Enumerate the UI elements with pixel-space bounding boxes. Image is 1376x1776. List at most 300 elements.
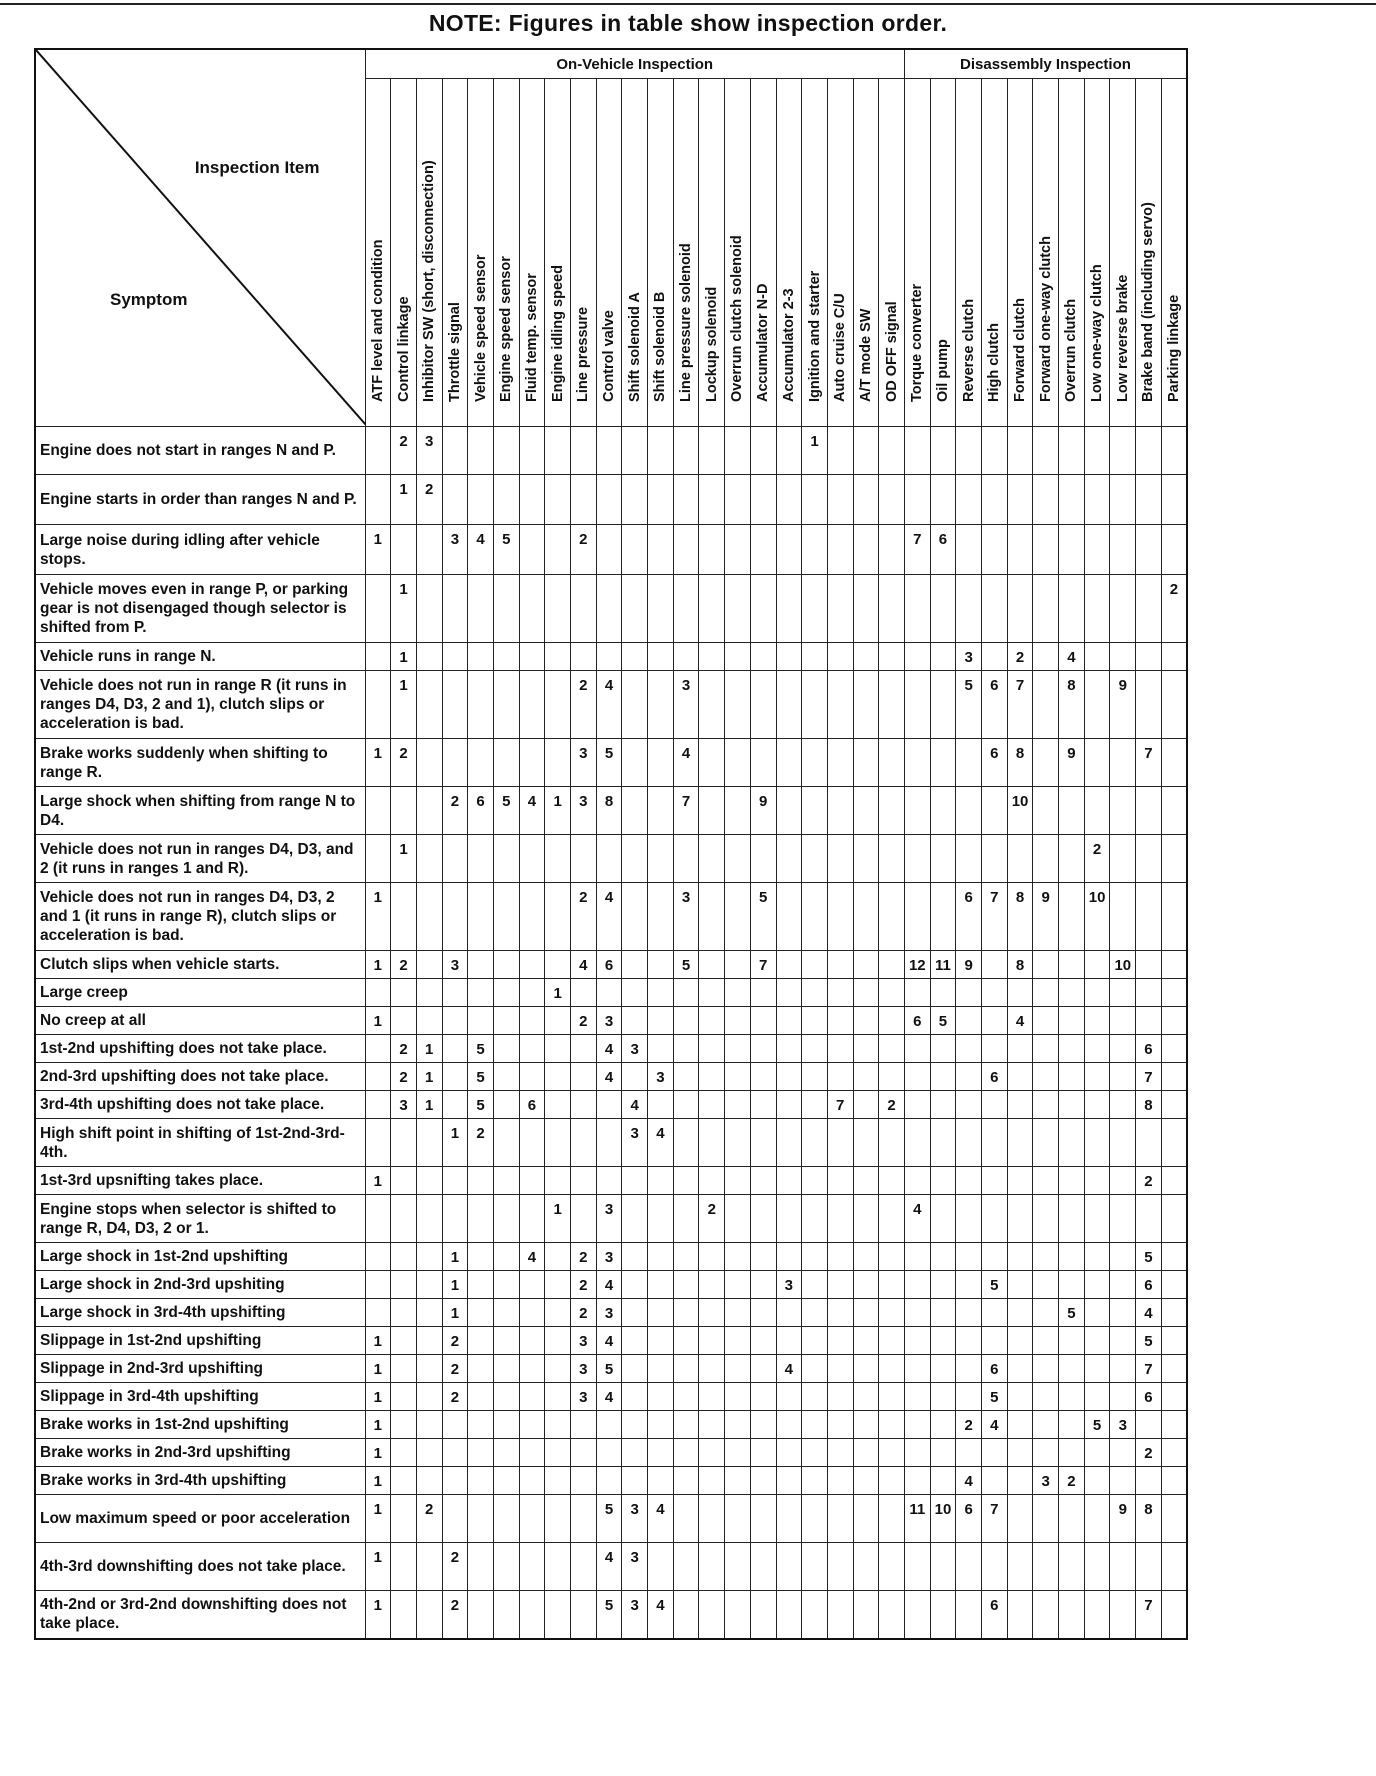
order-cell: 2 (442, 787, 468, 835)
order-cell (1084, 1007, 1110, 1035)
order-cell (648, 1007, 674, 1035)
order-cell (956, 1591, 982, 1639)
order-cell (1136, 787, 1162, 835)
order-cell (904, 979, 930, 1007)
order-cell (648, 835, 674, 883)
order-cell (545, 1411, 571, 1439)
order-cell (545, 1091, 571, 1119)
order-cell (545, 951, 571, 979)
order-cell (904, 1327, 930, 1355)
column-header-label: Fluid temp. sensor (523, 273, 540, 402)
order-cell: 5 (750, 883, 776, 951)
order-cell (1033, 1411, 1059, 1439)
order-cell (468, 835, 494, 883)
order-cell (519, 1327, 545, 1355)
order-cell (493, 643, 519, 671)
order-cell (596, 1167, 622, 1195)
order-cell (853, 475, 879, 525)
order-cell (596, 1119, 622, 1167)
order-cell (699, 835, 725, 883)
order-cell (802, 1243, 828, 1271)
table-row (35, 1035, 1187, 1063)
order-cell (725, 1167, 751, 1195)
order-cell: 3 (776, 1271, 802, 1299)
order-cell (776, 883, 802, 951)
order-cell (699, 951, 725, 979)
order-cell (750, 1439, 776, 1467)
order-cell (648, 787, 674, 835)
order-cell (776, 1327, 802, 1355)
order-cell (673, 1495, 699, 1543)
order-cell (930, 1411, 956, 1439)
order-cell: 2 (571, 525, 597, 575)
column-header-label: OD OFF signal (883, 301, 900, 402)
order-cell (725, 1495, 751, 1543)
order-cell (750, 1495, 776, 1543)
order-cell (1084, 475, 1110, 525)
order-cell (750, 1543, 776, 1591)
order-cell (827, 1063, 853, 1091)
order-cell: 4 (622, 1091, 648, 1119)
order-cell (1136, 525, 1162, 575)
column-header-label: High clutch (986, 323, 1003, 402)
order-cell (930, 1195, 956, 1243)
order-cell (1007, 1035, 1033, 1063)
column-header-label: Inhibitor SW (short, disconnection) (421, 160, 438, 402)
order-cell (699, 1543, 725, 1591)
table-row (35, 883, 1187, 951)
order-cell (827, 883, 853, 951)
order-cell (853, 1091, 879, 1119)
order-cell (853, 643, 879, 671)
order-cell (571, 1543, 597, 1591)
order-cell (930, 1299, 956, 1327)
order-cell (519, 1591, 545, 1639)
order-cell (879, 739, 905, 787)
order-cell (442, 427, 468, 475)
order-cell (468, 1591, 494, 1639)
order-cell (596, 643, 622, 671)
order-cell: 4 (519, 1243, 545, 1271)
order-cell: 6 (930, 525, 956, 575)
order-cell (904, 787, 930, 835)
order-cell (571, 1091, 597, 1119)
order-cell: 2 (391, 427, 417, 475)
order-cell (750, 1195, 776, 1243)
order-cell (648, 671, 674, 739)
order-cell (750, 739, 776, 787)
order-cell: 8 (596, 787, 622, 835)
order-cell (853, 835, 879, 883)
order-cell: 2 (1161, 575, 1187, 643)
order-cell (442, 1495, 468, 1543)
order-cell: 7 (982, 1495, 1008, 1543)
order-cell (699, 1091, 725, 1119)
order-cell: 2 (956, 1411, 982, 1439)
order-cell (1059, 883, 1085, 951)
order-cell (930, 1035, 956, 1063)
order-cell: 2 (571, 1271, 597, 1299)
order-cell (1059, 1063, 1085, 1091)
order-cell (930, 1167, 956, 1195)
order-cell (956, 1383, 982, 1411)
order-cell (982, 643, 1008, 671)
order-cell (416, 643, 442, 671)
order-cell (468, 1543, 494, 1591)
order-cell (571, 979, 597, 1007)
order-cell (776, 1035, 802, 1063)
order-cell: 7 (904, 525, 930, 575)
order-cell (879, 1467, 905, 1495)
column-header-label: Auto cruise C/U (832, 293, 849, 402)
order-cell (699, 979, 725, 1007)
symptom-cell: No creep at all (35, 1007, 365, 1035)
order-cell (493, 1495, 519, 1543)
order-cell: 7 (1136, 1063, 1162, 1091)
order-cell (827, 1439, 853, 1467)
column-header (1161, 79, 1187, 427)
order-cell (956, 739, 982, 787)
order-cell (1084, 1167, 1110, 1195)
order-cell (1110, 1439, 1136, 1467)
order-cell: 6 (956, 1495, 982, 1543)
order-cell (879, 525, 905, 575)
order-cell (622, 475, 648, 525)
order-cell (571, 1467, 597, 1495)
column-header (416, 79, 442, 427)
order-cell (879, 1167, 905, 1195)
order-cell (622, 575, 648, 643)
order-cell (391, 1195, 417, 1243)
order-cell (1059, 1327, 1085, 1355)
table-row (35, 979, 1187, 1007)
order-cell (365, 1243, 391, 1271)
order-cell (930, 1243, 956, 1271)
order-cell (853, 575, 879, 643)
order-cell: 7 (750, 951, 776, 979)
order-cell (596, 1467, 622, 1495)
order-cell (673, 1355, 699, 1383)
order-cell: 5 (596, 739, 622, 787)
order-cell (1136, 1195, 1162, 1243)
order-cell (1084, 1355, 1110, 1383)
order-cell (1059, 1007, 1085, 1035)
order-cell (622, 1327, 648, 1355)
order-cell (493, 427, 519, 475)
order-cell (904, 1383, 930, 1411)
order-cell (545, 883, 571, 951)
order-cell (776, 1167, 802, 1195)
group-disassembly-inspection: Disassembly Inspection (904, 49, 1187, 79)
order-cell (982, 1439, 1008, 1467)
column-header (391, 79, 417, 427)
order-cell (776, 1591, 802, 1639)
order-cell: 3 (1110, 1411, 1136, 1439)
order-cell (673, 1007, 699, 1035)
column-header-label: Accumulator 2-3 (780, 288, 797, 402)
order-cell: 10 (930, 1495, 956, 1543)
order-cell (802, 835, 828, 883)
order-cell (1110, 1119, 1136, 1167)
order-cell (365, 671, 391, 739)
order-cell (1033, 979, 1059, 1007)
order-cell (930, 1355, 956, 1383)
order-cell: 2 (1007, 643, 1033, 671)
order-cell (853, 979, 879, 1007)
order-cell (776, 643, 802, 671)
order-cell (519, 1411, 545, 1439)
table-row (35, 427, 1187, 475)
order-cell (648, 739, 674, 787)
column-header (725, 79, 751, 427)
column-header (468, 79, 494, 427)
order-cell: 5 (468, 1063, 494, 1091)
order-cell (1136, 1411, 1162, 1439)
table-row (35, 671, 1187, 739)
order-cell (879, 1243, 905, 1271)
order-cell: 9 (1110, 671, 1136, 739)
order-cell (904, 883, 930, 951)
order-cell (648, 1167, 674, 1195)
order-cell (1033, 739, 1059, 787)
order-cell (930, 1327, 956, 1355)
order-cell (493, 1091, 519, 1119)
table-row (35, 787, 1187, 835)
column-header (493, 79, 519, 427)
order-cell (1059, 1355, 1085, 1383)
order-cell (648, 1411, 674, 1439)
order-cell (930, 1119, 956, 1167)
order-cell: 1 (365, 1383, 391, 1411)
order-cell (365, 1035, 391, 1063)
order-cell (622, 1195, 648, 1243)
order-cell (1161, 1355, 1187, 1383)
order-cell (776, 525, 802, 575)
order-cell (776, 1243, 802, 1271)
order-cell (648, 1243, 674, 1271)
order-cell (879, 1119, 905, 1167)
order-cell (982, 951, 1008, 979)
order-cell (519, 1195, 545, 1243)
order-cell: 1 (442, 1119, 468, 1167)
order-cell (493, 1063, 519, 1091)
order-cell (1161, 1439, 1187, 1467)
order-cell (648, 475, 674, 525)
order-cell (519, 1495, 545, 1543)
order-cell (416, 979, 442, 1007)
order-cell (673, 1271, 699, 1299)
order-cell (648, 951, 674, 979)
order-cell (622, 1355, 648, 1383)
order-cell (725, 1091, 751, 1119)
symptom-cell: Engine stops when selector is shifted to range R, D4, D3, 2 or 1. (35, 1195, 365, 1243)
order-cell: 1 (365, 1467, 391, 1495)
order-cell (519, 1167, 545, 1195)
order-cell (802, 1007, 828, 1035)
order-cell (1136, 1467, 1162, 1495)
order-cell (493, 1327, 519, 1355)
order-cell (853, 1119, 879, 1167)
order-cell (545, 1167, 571, 1195)
symptom-cell: Clutch slips when vehicle starts. (35, 951, 365, 979)
table-row (35, 1243, 1187, 1271)
order-cell: 1 (545, 787, 571, 835)
order-cell (673, 1091, 699, 1119)
order-cell (904, 643, 930, 671)
order-cell: 4 (776, 1355, 802, 1383)
order-cell (1007, 1439, 1033, 1467)
order-cell (1007, 1063, 1033, 1091)
order-cell: 9 (956, 951, 982, 979)
order-cell (802, 739, 828, 787)
order-cell (1059, 1119, 1085, 1167)
table-row (35, 1007, 1187, 1035)
order-cell (1007, 1119, 1033, 1167)
order-cell (1084, 525, 1110, 575)
order-cell (1084, 1495, 1110, 1543)
order-cell (391, 979, 417, 1007)
order-cell (622, 1271, 648, 1299)
order-cell (1033, 1299, 1059, 1327)
order-cell (827, 643, 853, 671)
order-cell: 3 (416, 427, 442, 475)
symptom-cell: Brake works suddenly when shifting to range R. (35, 739, 365, 787)
symptom-cell: Vehicle does not run in ranges D4, D3, 2 and 1 (it runs in range R), clutch slips or acceleration is bad. (35, 883, 365, 951)
order-cell (699, 1439, 725, 1467)
order-cell (879, 787, 905, 835)
order-cell (468, 1411, 494, 1439)
order-cell (493, 1467, 519, 1495)
order-cell (827, 979, 853, 1007)
order-cell (853, 1591, 879, 1639)
order-cell (1161, 1007, 1187, 1035)
order-cell (545, 1543, 571, 1591)
order-cell: 5 (596, 1591, 622, 1639)
order-cell (673, 1439, 699, 1467)
order-cell (468, 475, 494, 525)
order-cell (493, 1271, 519, 1299)
order-cell (519, 1063, 545, 1091)
order-cell (879, 1411, 905, 1439)
order-cell: 4 (982, 1411, 1008, 1439)
order-cell (776, 835, 802, 883)
order-cell: 7 (1136, 1355, 1162, 1383)
order-cell (1059, 1271, 1085, 1299)
order-cell (699, 1271, 725, 1299)
order-cell (827, 1543, 853, 1591)
order-cell (750, 1091, 776, 1119)
order-cell (1007, 525, 1033, 575)
order-cell (802, 1035, 828, 1063)
column-header (365, 79, 391, 427)
order-cell: 7 (673, 787, 699, 835)
order-cell: 11 (930, 951, 956, 979)
order-cell (571, 835, 597, 883)
order-cell (1110, 643, 1136, 671)
order-cell (827, 575, 853, 643)
order-cell (468, 1243, 494, 1271)
order-cell (673, 1543, 699, 1591)
order-cell (545, 1383, 571, 1411)
order-cell (1033, 525, 1059, 575)
order-cell (673, 1195, 699, 1243)
order-cell (468, 1327, 494, 1355)
order-cell (416, 1467, 442, 1495)
order-cell (673, 1327, 699, 1355)
order-cell (493, 1243, 519, 1271)
order-cell (930, 1467, 956, 1495)
order-cell: 2 (442, 1543, 468, 1591)
order-cell (493, 1299, 519, 1327)
column-header-label: Torque converter (909, 283, 926, 402)
order-cell (1059, 1167, 1085, 1195)
order-cell (468, 1271, 494, 1299)
order-cell (699, 1467, 725, 1495)
order-cell (1161, 525, 1187, 575)
order-cell: 2 (391, 1035, 417, 1063)
order-cell: 1 (391, 475, 417, 525)
order-cell (442, 1167, 468, 1195)
order-cell (365, 979, 391, 1007)
order-cell (519, 1543, 545, 1591)
order-cell: 2 (1059, 1467, 1085, 1495)
order-cell (673, 1591, 699, 1639)
order-cell (648, 1035, 674, 1063)
order-cell (1059, 1195, 1085, 1243)
order-cell (956, 1091, 982, 1119)
column-header-label: A/T mode SW (857, 308, 874, 402)
corner-header (35, 49, 365, 427)
order-cell (391, 1271, 417, 1299)
order-cell (1084, 427, 1110, 475)
column-header-label: Vehicle speed sensor (472, 254, 489, 402)
order-cell (1007, 1591, 1033, 1639)
order-cell (750, 1035, 776, 1063)
order-cell (956, 575, 982, 643)
order-cell (904, 1063, 930, 1091)
order-cell (853, 525, 879, 575)
order-cell (1161, 739, 1187, 787)
order-cell (853, 1195, 879, 1243)
order-cell: 6 (982, 1063, 1008, 1091)
order-cell (622, 1007, 648, 1035)
order-cell (1059, 1035, 1085, 1063)
order-cell (879, 1591, 905, 1639)
column-header-label: ATF level and condition (369, 239, 386, 402)
order-cell (545, 1495, 571, 1543)
order-cell (1084, 1543, 1110, 1591)
table-row (35, 525, 1187, 575)
order-cell (750, 1243, 776, 1271)
order-cell (776, 1411, 802, 1439)
order-cell: 2 (442, 1591, 468, 1639)
order-cell (1136, 643, 1162, 671)
table-row (35, 835, 1187, 883)
order-cell: 3 (648, 1063, 674, 1091)
symptom-cell: Engine does not start in ranges N and P. (35, 427, 365, 475)
order-cell (1084, 1299, 1110, 1327)
order-cell (493, 951, 519, 979)
order-cell: 3 (596, 1195, 622, 1243)
order-cell (596, 427, 622, 475)
order-cell (904, 427, 930, 475)
order-cell (1033, 1119, 1059, 1167)
order-cell: 7 (1007, 671, 1033, 739)
order-cell (416, 1167, 442, 1195)
order-cell (673, 525, 699, 575)
order-cell (802, 1091, 828, 1119)
order-cell (725, 575, 751, 643)
